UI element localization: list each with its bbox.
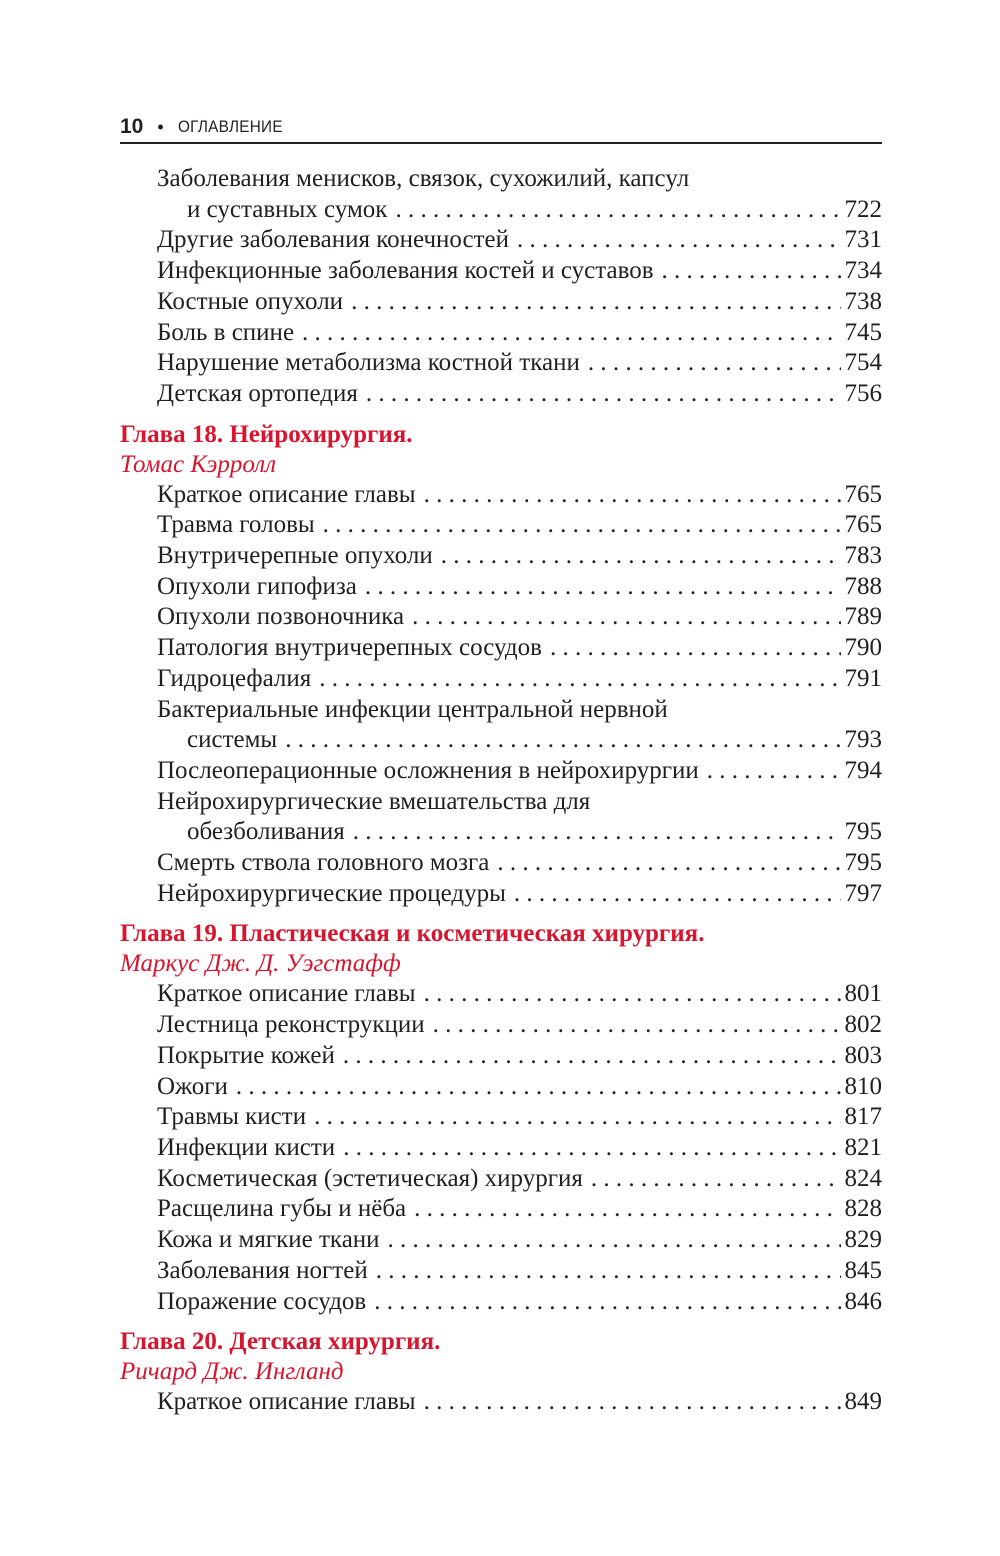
dot-leader <box>414 1194 840 1225</box>
toc-entry-label: Инфекции кисти <box>157 1133 336 1161</box>
dot-leader <box>514 879 841 910</box>
dot-leader <box>285 725 840 756</box>
chapter-author: Маркус Дж. Д. Уэгстафф <box>120 950 401 978</box>
toc-entry-row <box>157 602 882 633</box>
dot-leader <box>412 602 840 633</box>
toc-entry[interactable] <box>120 480 882 511</box>
chapter-title[interactable]: Глава 19. Пластическая и косметическая хирургия. <box>120 920 705 948</box>
toc-entry-label: Другие заболевания конечностей <box>157 226 510 254</box>
toc-entry-page: 765 <box>844 511 882 539</box>
toc-entry-label: Косметическая (эстетическая) хирургия <box>157 1164 583 1192</box>
toc-entry-label: Инфекционные заболевания костей и суставов <box>157 257 654 285</box>
toc-entry-label: Ожоги <box>157 1072 228 1100</box>
chapter-list <box>120 420 882 1418</box>
dot-leader <box>441 541 841 572</box>
toc-entry-page: 821 <box>844 1133 882 1161</box>
chapter-author: Ричард Дж. Ингланд <box>120 1358 344 1386</box>
dot-leader <box>707 756 841 787</box>
toc-entry-page: 783 <box>844 542 882 570</box>
toc-entry-first-line: Бактериальные инфекции центральной нервной <box>157 695 668 723</box>
toc-entry-label: Смерть ствола головного мозга <box>157 849 490 877</box>
dot-leader <box>343 1041 841 1072</box>
toc-entry-row <box>157 1164 882 1195</box>
toc-entry[interactable] <box>120 225 882 256</box>
dot-leader <box>424 480 841 511</box>
dot-leader <box>343 1133 840 1164</box>
toc-entry-row <box>157 287 882 318</box>
toc-entry-row <box>157 725 882 756</box>
toc-entry-row <box>157 572 882 603</box>
toc-entry[interactable] <box>120 1072 882 1103</box>
toc-entry[interactable] <box>120 1287 882 1318</box>
toc-entry-page: 824 <box>844 1164 882 1192</box>
toc-entry-page: 734 <box>844 257 882 285</box>
toc-entry[interactable] <box>120 979 882 1010</box>
toc-entry-row <box>157 1194 882 1225</box>
toc-entry-label: Детская ортопедия <box>157 379 358 407</box>
toc-entry-row <box>157 979 882 1010</box>
page-number: 10 <box>120 115 144 138</box>
toc-entry-label: системы <box>187 726 278 754</box>
toc-entry-row <box>157 879 882 910</box>
dot-leader <box>374 1287 840 1318</box>
toc-entry-page: 801 <box>844 980 882 1008</box>
toc-entry[interactable] <box>120 287 882 318</box>
toc-entry-row <box>157 1072 882 1103</box>
dot-leader <box>323 510 841 541</box>
dot-leader <box>353 817 841 848</box>
toc-entry[interactable] <box>120 1133 882 1164</box>
bullet-icon: • <box>157 116 164 137</box>
toc-entry-label: Покрытие кожей <box>157 1041 335 1069</box>
toc-entry-page: 817 <box>844 1103 882 1131</box>
toc-entry-page: 789 <box>844 603 882 631</box>
toc-entry-page: 738 <box>844 287 882 315</box>
toc-entry[interactable] <box>120 1387 882 1418</box>
toc-entry[interactable] <box>120 787 882 848</box>
toc-entry-row <box>157 225 882 256</box>
toc-entry-row <box>157 348 882 379</box>
toc-entry[interactable] <box>120 633 882 664</box>
toc-entry-page: 791 <box>844 664 882 692</box>
intro-entries <box>120 164 882 410</box>
toc-entry[interactable] <box>120 695 882 756</box>
toc-entry-page: 788 <box>844 572 882 600</box>
toc-entry-row <box>157 1225 882 1256</box>
table-of-contents <box>120 164 882 1418</box>
toc-entry-page: 849 <box>844 1388 882 1416</box>
toc-entry-label: Травма головы <box>157 511 315 539</box>
toc-entry-page: 803 <box>844 1041 882 1069</box>
toc-entry-label: Нейрохирургические процедуры <box>157 879 506 907</box>
toc-entry-page: 797 <box>844 879 882 907</box>
dot-leader <box>424 979 841 1010</box>
dot-leader <box>365 572 841 603</box>
dot-leader <box>314 1102 840 1133</box>
toc-entry-row <box>157 1041 882 1072</box>
toc-entry-label: обезболивания <box>187 818 345 846</box>
dot-leader <box>662 256 841 287</box>
toc-entry-label: Опухоли позвоночника <box>157 603 405 631</box>
chapter-author: Томас Кэрролл <box>120 450 277 478</box>
toc-entry[interactable] <box>120 602 882 633</box>
toc-entry-label: Нарушение метаболизма костной ткани <box>157 349 580 377</box>
toc-entry-page: 756 <box>844 379 882 407</box>
toc-entry-label: Расщелина губы и нёба <box>157 1195 407 1223</box>
toc-entry[interactable] <box>120 541 882 572</box>
toc-entry-page: 793 <box>844 726 882 754</box>
dot-leader <box>424 1387 841 1418</box>
toc-entry-row <box>157 1287 882 1318</box>
toc-entry[interactable] <box>120 1256 882 1287</box>
toc-entry-page: 754 <box>844 349 882 377</box>
toc-entry-row <box>157 1010 882 1041</box>
toc-entry-row <box>157 1133 882 1164</box>
dot-leader <box>433 1010 841 1041</box>
dot-leader <box>319 664 840 695</box>
dot-leader <box>517 225 840 256</box>
toc-entry-row <box>157 1102 882 1133</box>
dot-leader <box>376 1256 841 1287</box>
toc-entry-label: Костные опухоли <box>157 287 344 315</box>
dot-leader <box>366 379 841 410</box>
toc-entry-row <box>157 756 882 787</box>
toc-entry-row <box>157 480 882 511</box>
dot-leader <box>395 195 840 226</box>
toc-entry-label: Краткое описание главы <box>157 1388 416 1416</box>
toc-entry-row <box>157 1256 882 1287</box>
dot-leader <box>591 1164 841 1195</box>
toc-entry-page: 722 <box>844 195 882 223</box>
toc-entry-label: Кожа и мягкие ткани <box>157 1226 380 1254</box>
toc-entry[interactable] <box>120 848 882 879</box>
chapter-section <box>120 919 882 1317</box>
toc-entry[interactable] <box>120 256 882 287</box>
toc-entry-row <box>157 510 882 541</box>
toc-entry-page: 846 <box>844 1287 882 1315</box>
toc-entry-row <box>157 633 882 664</box>
toc-entry-label: Внутричерепные опухоли <box>157 542 433 570</box>
toc-entry-row <box>157 848 882 879</box>
toc-entry-page: 795 <box>844 818 882 846</box>
toc-entry-page: 765 <box>844 480 882 508</box>
toc-entry-label: Заболевания ногтей <box>157 1256 368 1284</box>
toc-entry[interactable] <box>120 318 882 349</box>
toc-entry-label: Краткое описание главы <box>157 980 416 1008</box>
toc-entry-label: и суставных сумок <box>187 195 388 223</box>
toc-entry[interactable] <box>120 1102 882 1133</box>
section-title: ОГЛАВЛЕНИЕ <box>177 117 283 136</box>
dot-leader <box>351 287 840 318</box>
toc-entry-page: 828 <box>844 1195 882 1223</box>
toc-entry-row <box>157 379 882 410</box>
toc-page <box>120 112 882 1418</box>
toc-entry-label: Патология внутричерепных сосудов <box>157 634 542 662</box>
toc-entry[interactable] <box>120 879 882 910</box>
toc-entry[interactable] <box>120 1225 882 1256</box>
toc-entry-row <box>157 256 882 287</box>
toc-entry[interactable] <box>120 164 882 225</box>
toc-entry-label: Послеоперационные осложнения в нейрохирургии <box>157 756 699 784</box>
toc-entry-row <box>157 664 882 695</box>
toc-entry[interactable] <box>120 572 882 603</box>
dot-leader <box>550 633 841 664</box>
toc-entry[interactable] <box>120 348 882 379</box>
toc-entry-page: 802 <box>844 1011 882 1039</box>
toc-entry[interactable] <box>120 664 882 695</box>
toc-entry-row <box>157 195 882 226</box>
chapter-title[interactable]: Глава 18. Нейрохирургия. <box>120 420 413 448</box>
toc-entry-page: 731 <box>844 226 882 254</box>
toc-entry-label: Краткое описание главы <box>157 480 416 508</box>
toc-entry-first-line: Заболевания менисков, связок, сухожилий, капсул <box>157 165 690 192</box>
chapter-section <box>120 1327 882 1418</box>
dot-leader <box>302 318 840 349</box>
toc-entry-page: 829 <box>844 1226 882 1254</box>
toc-entry-first-line: Нейрохирургические вмешательства для <box>157 787 591 815</box>
toc-entry-label: Опухоли гипофиза <box>157 572 357 600</box>
toc-entry[interactable] <box>120 1164 882 1195</box>
toc-entry-row <box>157 817 882 848</box>
toc-entry-label: Поражение сосудов <box>157 1287 367 1315</box>
chapter-title[interactable]: Глава 20. Детская хирургия. <box>120 1328 441 1356</box>
toc-entry-page: 810 <box>844 1072 882 1100</box>
toc-entry-page: 790 <box>844 634 882 662</box>
dot-leader <box>236 1072 841 1103</box>
toc-entry-page: 845 <box>844 1256 882 1284</box>
chapter-section <box>120 420 882 910</box>
toc-entry[interactable] <box>120 1010 882 1041</box>
dot-leader <box>497 848 840 879</box>
toc-entry-row <box>157 1387 882 1418</box>
toc-entry-row <box>157 318 882 349</box>
toc-entry[interactable] <box>120 1041 882 1072</box>
toc-entry-page: 795 <box>844 849 882 877</box>
toc-entry-label: Травмы кисти <box>157 1103 307 1131</box>
toc-entry[interactable] <box>120 1194 882 1225</box>
toc-entry-row <box>157 541 882 572</box>
dot-leader <box>388 1225 841 1256</box>
toc-entry-label: Боль в спине <box>157 318 295 346</box>
toc-entry-label: Лестница реконструкции <box>157 1011 425 1039</box>
toc-entry[interactable] <box>120 510 882 541</box>
dot-leader <box>588 348 841 379</box>
toc-entry[interactable] <box>120 756 882 787</box>
running-header <box>120 112 882 144</box>
toc-entry-page: 745 <box>844 318 882 346</box>
toc-entry-page: 794 <box>844 756 882 784</box>
toc-entry[interactable] <box>120 379 882 410</box>
toc-entry-label: Гидроцефалия <box>157 664 312 692</box>
